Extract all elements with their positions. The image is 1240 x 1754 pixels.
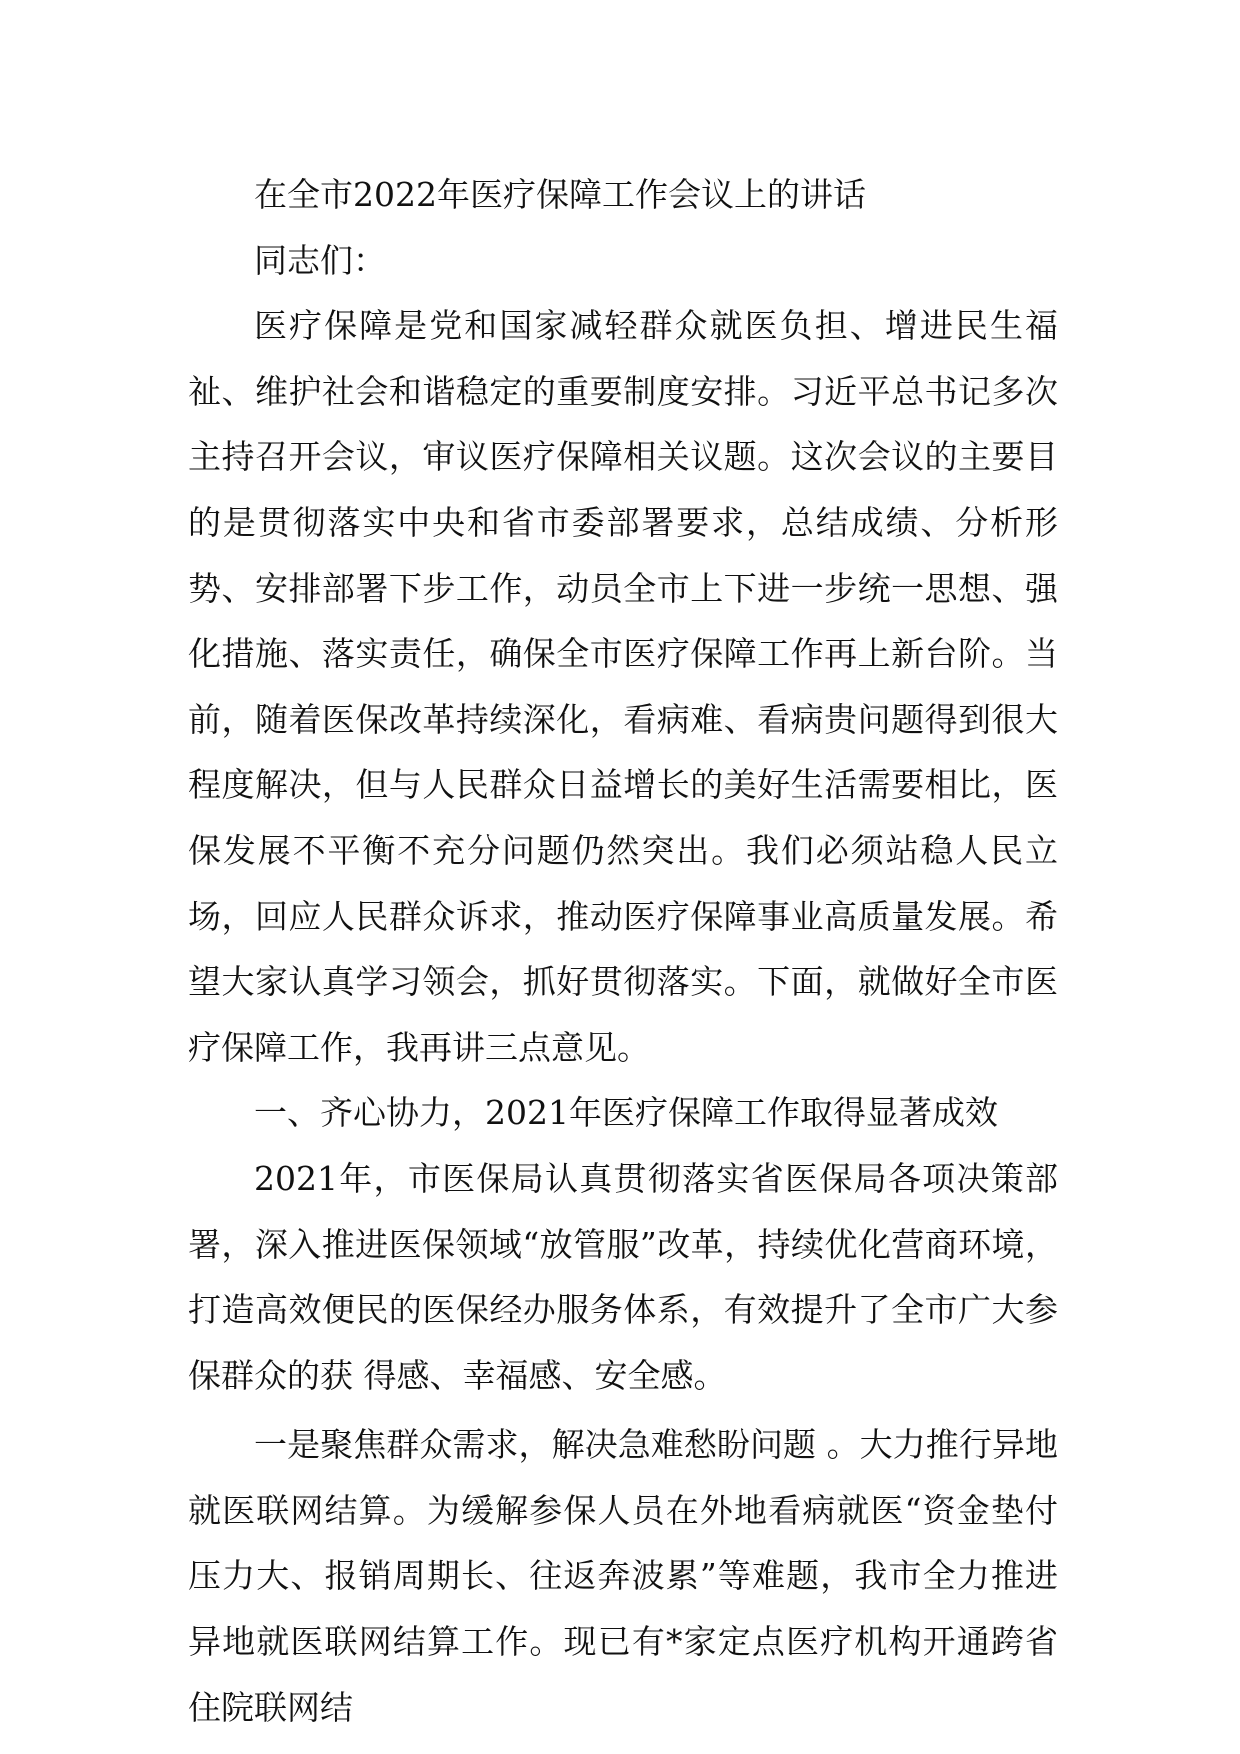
intro-paragraph: 医疗保障是党和国家减轻群众就医负担、增进民生福祉、维护社会和谐稳定的重要制度安排。习近平总书记多次主持召开会议，审议医疗保障相关议题。这次会议的主要目的是贯彻落实中央和省市委部署要求，总结成绩、分析形势、安排部署下步工作，动员全市上下进一步统一思想、强化措施、落实责任，确保全市医疗保障工作再上新台阶。当前，随着医保改革持续深化，看病难、看病贵问题得到很大程度解决，但与人民群众日益增长的美好生活需要相比，医保发展不平衡不充分问题仍然突出。我们必须站稳人民立场，回应人民群众诉求，推动医疗保障事业高质量发展。希望大家认真学习领会，抓好贯彻落实。下面，就做好全市医疗保障工作，我再讲三点意见。 [188, 306, 1058, 1067]
section-one-paragraph: 2021年，市医保局认真贯彻落实省医保局各项决策部署，深入推进医保领域“放管服”改革，持续优化营商环境，打造高效便民的医保经办服务体系，有效提升了全市广大参保群众的获 得感、幸福感、安全感。 [188, 1158, 1058, 1395]
document-body [188, 162, 1058, 1740]
document-title: 在全市2022年医疗保障工作会议上的讲话 [254, 175, 866, 214]
salutation: 同志们： [254, 240, 386, 280]
point-one-paragraph: 一是聚焦群众需求，解决急难愁盼问题 。大力推行异地就医联网结算。为缓解参保人员在外地看病就医“资金垫付压力大、报销周期长、往返奔波累”等难题，我市全力推进异地就医联网结算工作。现已有*家定点医疗机构开通跨省住院联网结 [188, 1425, 1058, 1727]
section-one-heading: 一、齐心协力，2021年医疗保障工作取得显著成效 [254, 1093, 998, 1133]
